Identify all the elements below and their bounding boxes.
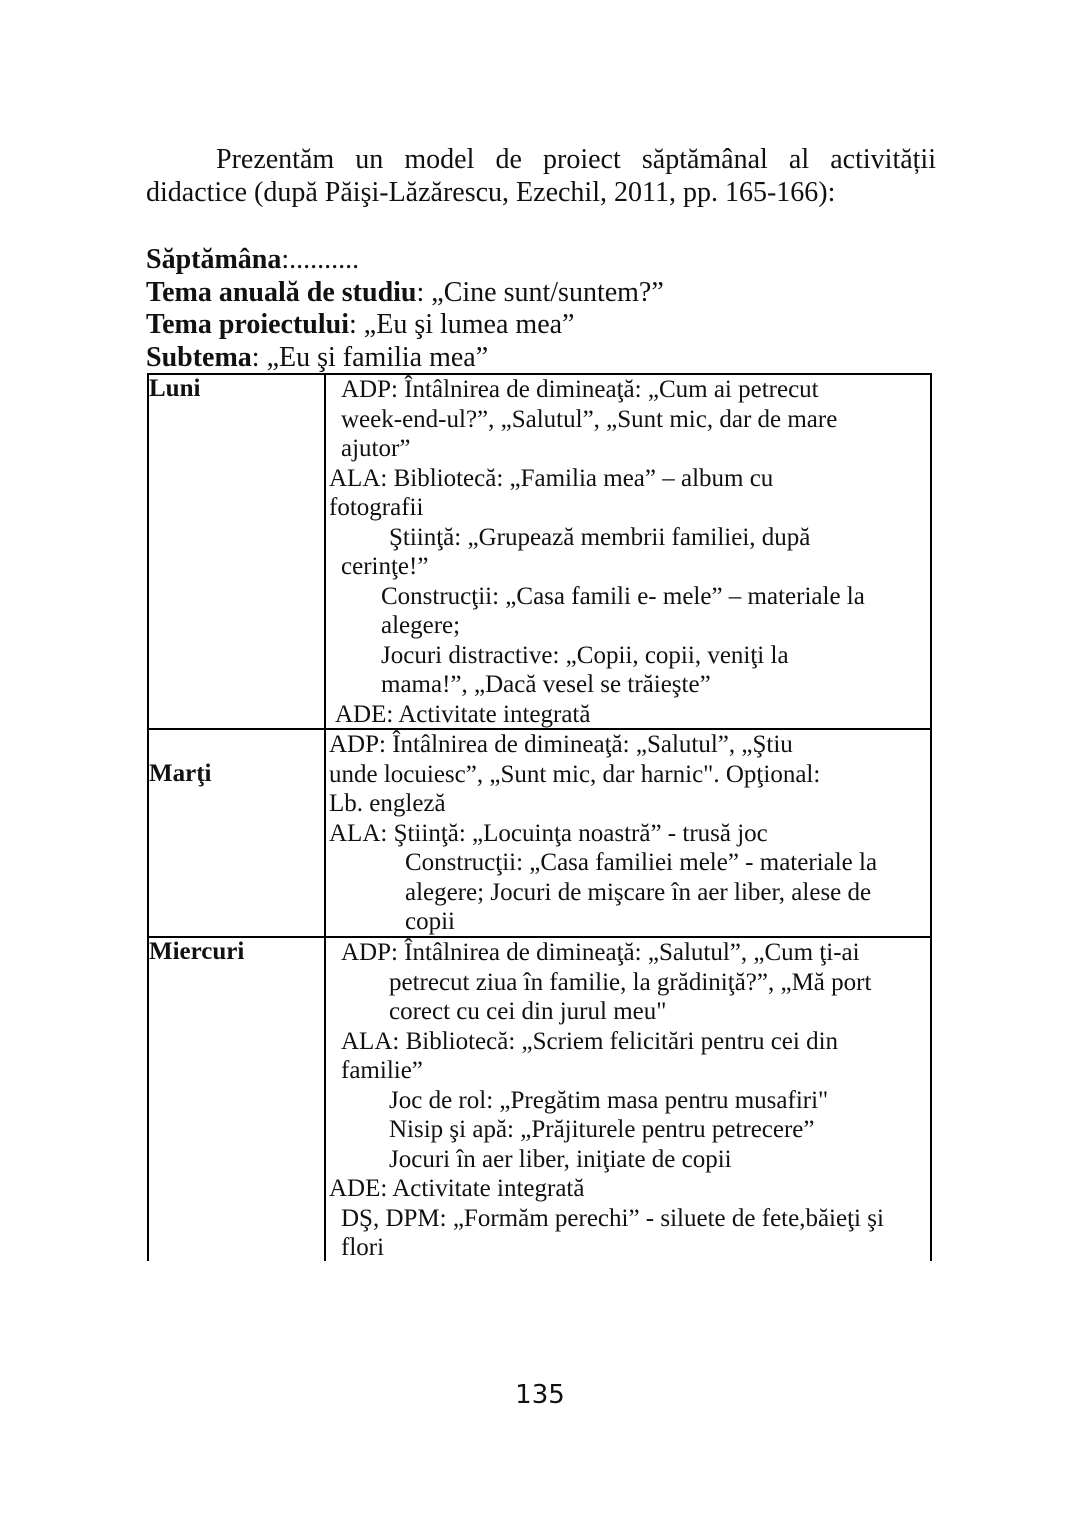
week-label: Săptămâna xyxy=(146,244,282,275)
luni-line: Construcţii: „Casa famili e- mele” – materiale la xyxy=(381,582,865,610)
subtheme-value: : „Eu şi familia mea” xyxy=(251,341,489,373)
page-number: 135 xyxy=(515,1380,565,1410)
project-theme-row xyxy=(146,309,936,342)
luni-line: week-end-ul?”, „Salutul”, „Sunt mic, dar de mare xyxy=(341,405,838,433)
column-divider xyxy=(324,373,326,1261)
cell-marti xyxy=(327,730,932,937)
week-row xyxy=(146,244,936,277)
annual-theme-label: Tema anuală de studiu xyxy=(146,276,417,308)
marti-line: copii xyxy=(405,908,455,935)
marti-line: alegere; Jocuri de mişcare în aer liber, alese de xyxy=(405,878,872,906)
luni-line: ADP: Întâlnirea de dimineaţă: „Cum ai petrecut xyxy=(341,376,819,403)
miercuri-line: familie” xyxy=(341,1057,423,1084)
miercuri-line: ADP: Întâlnirea de dimineaţă: „Salutul”, „Cum ţi-ai xyxy=(341,939,860,966)
miercuri-line: ADE: Activitate integrată xyxy=(329,1175,585,1202)
miercuri-line: flori xyxy=(341,1234,385,1261)
marti-line: Lb. engleză xyxy=(329,790,446,817)
luni-line: Jocuri distractive: „Copii, copii, veniţi la xyxy=(381,641,789,669)
project-theme-label: Tema proiectului xyxy=(146,309,350,340)
intro-line-2: didactice (după Păişi-Lăzărescu, Ezechil, 2011, pp. 165-166): xyxy=(146,177,836,208)
intro-paragraph xyxy=(146,143,936,209)
luni-line: alegere; xyxy=(381,612,461,639)
marti-line: Construcţii: „Casa familiei mele” - materiale la xyxy=(405,849,878,876)
luni-line: fotografii xyxy=(329,494,424,521)
day-luni: Luni xyxy=(149,375,201,402)
project-theme-value: : „Eu şi lumea mea” xyxy=(349,309,575,340)
marti-line: unde locuiesc”, „Sunt mic, dar harnic". Opţional: xyxy=(329,760,821,788)
miercuri-line: ALA: Bibliotecă: „Scriem felicitări pentru cei din xyxy=(341,1027,839,1055)
subtheme-row xyxy=(146,342,936,375)
miercuri-line: Jocuri în aer liber, iniţiate de copii xyxy=(389,1145,732,1173)
project-meta xyxy=(146,244,936,374)
miercuri-line: corect cu cei din jurul meu" xyxy=(389,998,667,1025)
luni-line: ALA: Bibliotecă: „Familia mea” – album cu xyxy=(329,464,774,492)
subtheme-label: Subtema xyxy=(146,341,252,373)
annual-theme-value: : „Cine sunt/suntem?” xyxy=(416,276,664,308)
miercuri-line: Nisip şi apă: „Prăjiturele pentru petrecere” xyxy=(389,1116,815,1143)
marti-line: ALA: Ştiinţă: „Locuinţa noastră” - trusă joc xyxy=(329,819,768,847)
luni-line: ADE: Activitate integrată xyxy=(335,700,591,728)
day-miercuri: Miercuri xyxy=(149,938,245,965)
cell-luni xyxy=(327,375,932,729)
intro-line-1: Prezentăm un model de proiect săptămânal al activității xyxy=(216,144,936,175)
day-marti: Marţi xyxy=(149,760,212,787)
table-border-left xyxy=(147,373,149,1261)
miercuri-line: petrecut ziua în familie, la grădiniţă?”, „Mă port xyxy=(389,968,872,996)
cell-miercuri xyxy=(327,938,932,1263)
miercuri-line: DŞ, DPM: „Formăm perechi” - siluete de fete,băieţi şi xyxy=(341,1204,884,1232)
week-value: :.......... xyxy=(281,244,360,275)
luni-line: cerinţe!” xyxy=(341,553,429,580)
luni-line: mama!”, „Dacă vesel se trăieşte” xyxy=(381,671,711,698)
luni-line: Ştiinţă: „Grupează membrii familiei, după xyxy=(389,523,811,551)
weekly-schedule-table xyxy=(147,373,932,1261)
annual-theme-row xyxy=(146,277,936,310)
luni-line: ajutor” xyxy=(341,435,411,462)
marti-line: ADP: Întâlnirea de dimineaţă: „Salutul”, „Ştiu xyxy=(329,731,793,758)
miercuri-line: Joc de rol: „Pregătim masa pentru musafiri" xyxy=(389,1086,829,1114)
